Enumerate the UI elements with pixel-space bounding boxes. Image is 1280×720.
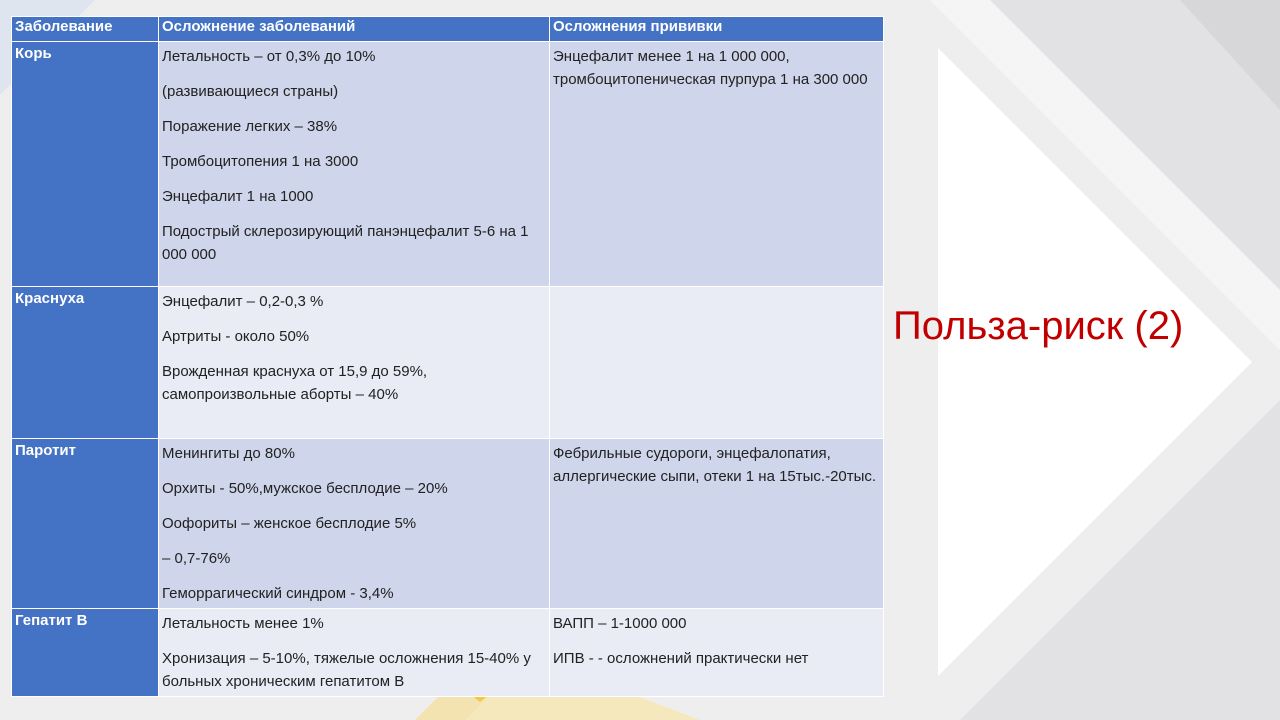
list-item: Энцефалит менее 1 на 1 000 000, тромбоцитопеническая пурпура 1 на 300 000 — [553, 48, 868, 88]
vaccine-complications-cell — [550, 609, 884, 697]
table-row-rubella — [12, 287, 884, 439]
list-item: Оофориты – женское бесплодие 5% — [162, 515, 417, 532]
header-disease-complications: Осложнение заболеваний — [159, 17, 550, 42]
disease-name: Краснуха — [12, 287, 159, 439]
complications-table — [11, 16, 884, 697]
list-item: (развивающиеся страны) — [162, 83, 339, 100]
list-item: Орхиты - 50%,мужское бесплодие – 20% — [162, 480, 448, 497]
table-header-row — [12, 17, 884, 42]
list-item: Поражение легких – 38% — [162, 118, 338, 135]
list-item: Летальность – от 0,3% до 10% — [162, 48, 376, 65]
vaccine-complications-cell — [550, 42, 884, 287]
list-item: Артриты - около 50% — [162, 328, 310, 345]
list-item: ВАПП – 1-1000 000 — [553, 615, 687, 632]
list-item: – 0,7-76% — [162, 550, 231, 567]
list-item: Тромбоцитопения 1 на 3000 — [162, 153, 359, 170]
table-row-measles — [12, 42, 884, 287]
list-item: Хронизация – 5-10%, тяжелые осложнения 15-40% у больных хроническим гепатитом В — [162, 650, 531, 690]
header-disease: Заболевание — [12, 17, 159, 42]
header-vaccine-complications: Осложнения прививки — [550, 17, 884, 42]
disease-name: Корь — [12, 42, 159, 287]
list-item: Фебрильные судороги, энцефалопатия, аллергические сыпи, отеки 1 на 15тыс.-20тыс. — [553, 445, 877, 485]
slide-title: Польза-риск (2) — [893, 304, 1184, 348]
disease-complications-cell — [159, 287, 550, 439]
table-row-hepatitis-b — [12, 609, 884, 697]
list-item: Летальность менее 1% — [162, 615, 324, 632]
list-item: Врожденная краснуха от 15,9 до 59%, самопроизвольные аборты – 40% — [162, 363, 428, 403]
list-item: Энцефалит – 0,2-0,3 % — [162, 293, 324, 310]
disease-name: Паротит — [12, 439, 159, 609]
list-item: Геморрагический синдром - 3,4% — [162, 585, 394, 602]
disease-complications-cell — [159, 609, 550, 697]
list-item: ИПВ - - осложнений практически нет — [553, 650, 809, 667]
vaccine-complications-cell — [550, 439, 884, 609]
disease-complications-cell — [159, 42, 550, 287]
list-item: Энцефалит 1 на 1000 — [162, 188, 314, 205]
disease-name: Гепатит В — [12, 609, 159, 697]
table-row-mumps — [12, 439, 884, 609]
list-item: Подострый склерозирующий панэнцефалит 5-6 на 1 000 000 — [162, 223, 529, 263]
list-item: Менингиты до 80% — [162, 445, 295, 462]
disease-complications-cell — [159, 439, 550, 609]
vaccine-complications-cell — [550, 287, 884, 439]
